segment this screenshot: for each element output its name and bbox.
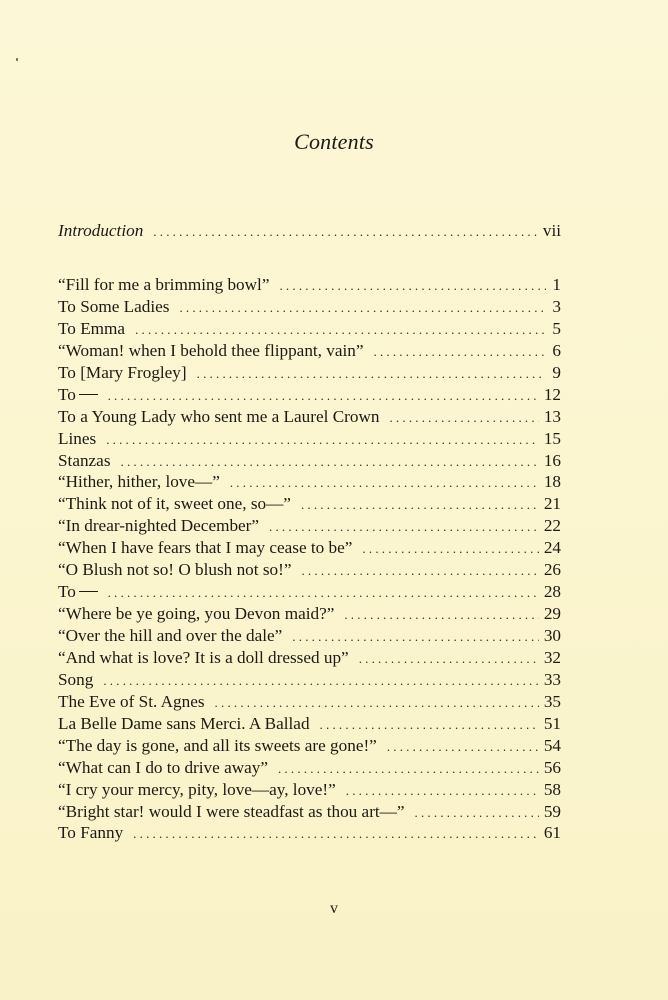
dot-leader xyxy=(362,541,538,557)
toc-entry xyxy=(58,802,561,824)
entry-page: 21 xyxy=(543,494,561,514)
entry-page: 58 xyxy=(543,779,561,799)
toc-entry xyxy=(58,538,561,560)
toc-entry xyxy=(58,221,561,243)
toc-entry xyxy=(58,451,561,473)
dot-leader xyxy=(389,410,538,426)
toc-entry xyxy=(58,319,561,341)
entry-title: “Hither, hither, love—” xyxy=(58,472,220,492)
entry-title: “Bright star! would I were steadfast as thou art—” xyxy=(58,801,405,821)
entry-page: 3 xyxy=(552,296,561,316)
entry-title: “Fill for me a brimming bowl” xyxy=(58,275,270,294)
entry-page: 9 xyxy=(552,362,561,382)
dot-leader xyxy=(278,761,539,777)
toc-entry xyxy=(58,494,561,516)
entry-page: 1 xyxy=(552,275,561,294)
entry-title: “The day is gone, and all its sweets are gone!” xyxy=(58,735,377,755)
page-title: Contents xyxy=(294,129,374,154)
dot-leader xyxy=(179,300,546,316)
dot-leader xyxy=(292,629,539,645)
entry-page: 6 xyxy=(552,340,561,360)
entry-page: 29 xyxy=(543,604,561,624)
toc-entry xyxy=(58,297,561,319)
entry-page: 5 xyxy=(552,318,561,338)
dot-leader xyxy=(301,497,539,513)
entry-title: To Fanny xyxy=(58,823,124,843)
dot-leader xyxy=(108,388,539,404)
dot-leader xyxy=(387,739,539,755)
dot-leader xyxy=(320,717,539,733)
entry-title: Stanzas xyxy=(58,450,111,470)
dot-leader xyxy=(415,805,539,821)
toc-entry xyxy=(58,407,561,429)
dot-leader xyxy=(279,278,546,294)
toc-entry xyxy=(58,670,561,692)
entry-title: “In drear-nighted December” xyxy=(58,516,260,536)
toc-entry xyxy=(58,516,561,538)
toc-entry xyxy=(58,780,561,802)
entry-page: 35 xyxy=(543,691,561,711)
dot-leader xyxy=(197,366,546,382)
entry-page: 32 xyxy=(543,647,561,667)
entry-page: 12 xyxy=(543,384,561,404)
dot-leader xyxy=(106,432,539,448)
toc-list xyxy=(58,275,561,845)
entry-title: “Over the hill and over the dale” xyxy=(58,626,283,645)
entry-title: “I cry your mercy, pity, love—ay, love!” xyxy=(58,779,336,799)
entry-page: vii xyxy=(542,221,561,240)
toc-entry xyxy=(58,736,561,758)
entry-title: “Woman! when I behold thee flippant, vain” xyxy=(58,340,364,360)
entry-page: 28 xyxy=(543,582,561,602)
page-number: v xyxy=(330,900,338,917)
entry-page: 22 xyxy=(543,516,561,536)
entry-title: “Think not of it, sweet one, so—” xyxy=(58,494,291,514)
dot-leader xyxy=(301,563,538,579)
entry-title: To [Mary Frogley] xyxy=(58,362,187,382)
toc-entry xyxy=(58,604,561,626)
toc-entry xyxy=(58,648,561,670)
dot-leader xyxy=(344,607,538,623)
entry-page: 51 xyxy=(543,713,561,733)
toc-entry xyxy=(58,275,561,297)
title-dash xyxy=(79,394,98,395)
toc-entry xyxy=(58,626,561,648)
entry-title: “And what is love? It is a doll dressed up” xyxy=(58,647,349,667)
entry-page: 30 xyxy=(543,626,561,645)
dot-leader xyxy=(346,783,539,799)
entry-page: 61 xyxy=(543,823,561,843)
dot-leader xyxy=(103,673,538,689)
entry-title: “Where be ye going, you Devon maid?” xyxy=(58,604,335,624)
entry-page: 33 xyxy=(543,669,561,689)
entry-page: 56 xyxy=(543,757,561,777)
dot-leader xyxy=(133,826,539,842)
entry-page: 13 xyxy=(543,406,561,426)
entry-title: To Emma xyxy=(58,318,126,338)
entry-title: “What can I do to drive away” xyxy=(58,757,268,777)
margin-mark xyxy=(16,58,18,61)
entry-page: 54 xyxy=(543,735,561,755)
toc-entry xyxy=(58,363,561,385)
dot-leader xyxy=(374,344,547,360)
entry-title: “O Blush not so! O blush not so!” xyxy=(58,560,292,580)
toc-entry xyxy=(58,714,561,736)
toc-introduction xyxy=(58,221,561,243)
toc-entry xyxy=(58,385,561,407)
toc-entry xyxy=(58,472,561,494)
toc-entry xyxy=(58,582,561,604)
toc-entry xyxy=(58,823,561,845)
entry-title: The Eve of St. Agnes xyxy=(58,691,205,711)
title-dash xyxy=(79,591,98,592)
entry-page: 59 xyxy=(543,801,561,821)
toc-entry xyxy=(58,341,561,363)
dot-leader xyxy=(269,519,539,535)
entry-title: To xyxy=(58,384,76,404)
dot-leader xyxy=(359,651,539,667)
entry-title: To Some Ladies xyxy=(58,296,170,316)
toc-entry xyxy=(58,758,561,780)
dot-leader xyxy=(135,322,546,338)
entry-page: 24 xyxy=(543,538,561,558)
entry-title: To a Young Lady who sent me a Laurel Crown xyxy=(58,406,380,426)
dot-leader xyxy=(121,454,539,470)
entry-title: Song xyxy=(58,669,94,689)
entry-title: To xyxy=(58,582,76,602)
toc-entry xyxy=(58,429,561,451)
entry-title: La Belle Dame sans Merci. A Ballad xyxy=(58,713,310,733)
entry-title: Introduction xyxy=(58,221,144,240)
entry-title: Lines xyxy=(58,428,97,448)
entry-page: 15 xyxy=(543,428,561,448)
dot-leader xyxy=(230,475,539,491)
dot-leader xyxy=(108,585,539,601)
toc-entry xyxy=(58,560,561,582)
dot-leader xyxy=(215,695,539,711)
entry-page: 18 xyxy=(543,472,561,492)
dot-leader xyxy=(153,224,538,240)
entry-page: 16 xyxy=(543,450,561,470)
toc-entry xyxy=(58,692,561,714)
entry-title: “When I have fears that I may cease to be” xyxy=(58,538,353,558)
entry-page: 26 xyxy=(543,560,561,580)
